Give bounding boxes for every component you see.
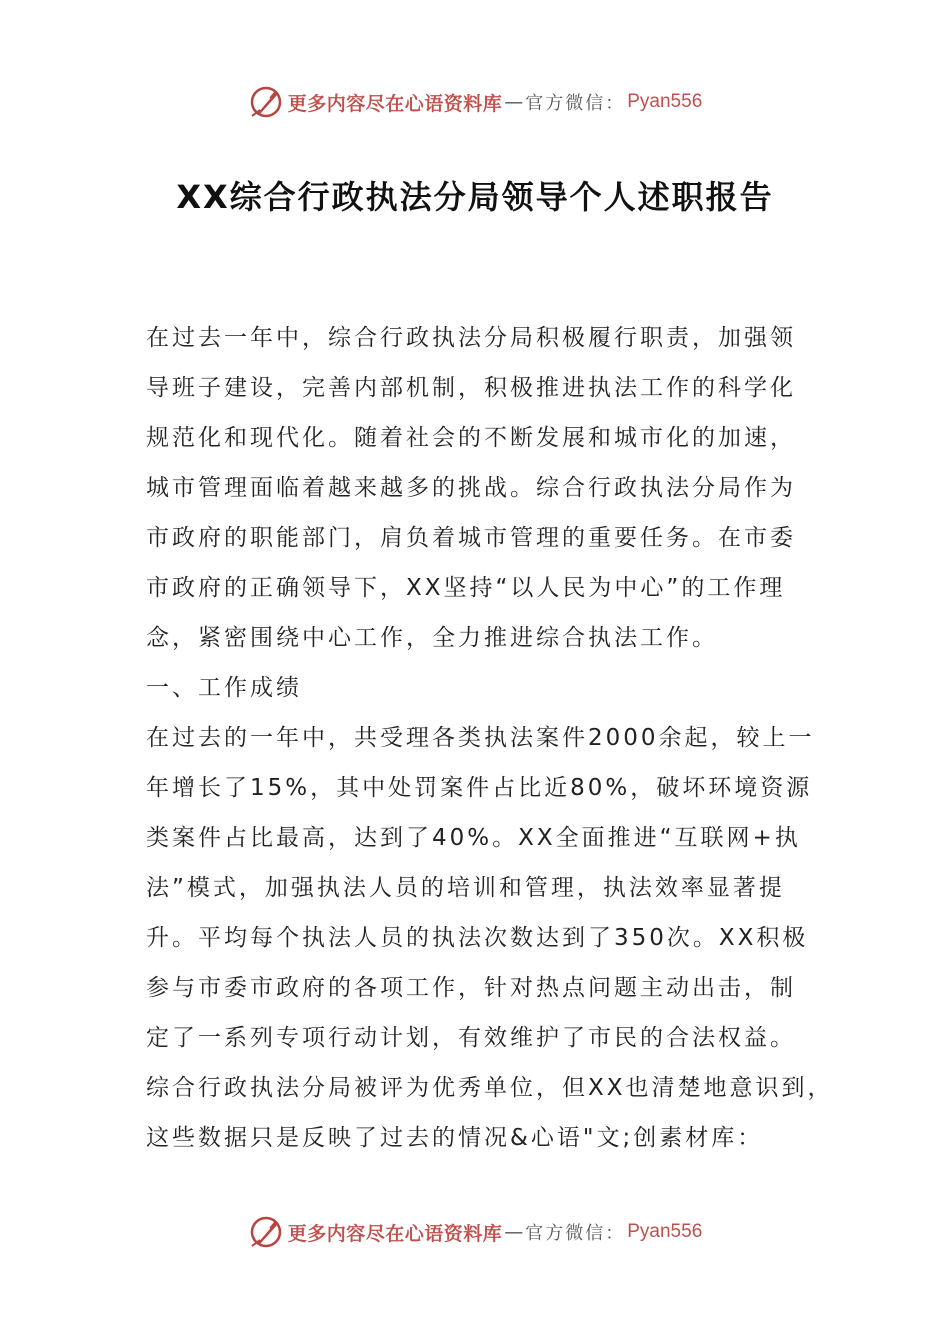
body-line: 年增长了15%，其中处罚案件占比近80%，破坏环境资源: [146, 775, 813, 801]
wechat-label: 官方微信：: [525, 93, 626, 114]
body-line: 这些数据只是反映了过去的情况&心语"文;创素材库：: [146, 1125, 764, 1151]
body-line: 在过去的一年中，共受理各类执法案件2000余起，较上一: [146, 725, 815, 751]
quill-pen-logo-icon: [248, 1214, 284, 1250]
wechat-id: Pyan556: [627, 1221, 703, 1242]
body-line: 导班子建设，完善内部机制，积极推进执法工作的科学化: [146, 375, 796, 401]
body-line: 参与市委市政府的各项工作，针对热点问题主动出击，制: [146, 975, 796, 1001]
promo-text: 更多内容尽在心语资料库: [287, 92, 503, 115]
body-line: 在过去一年中，综合行政执法分局积极履行职责，加强领: [146, 325, 796, 351]
body-line: 法”模式，加强执法人员的培训和管理，执法效率显著提: [146, 875, 785, 901]
header-banner: [0, 82, 950, 122]
section-heading: 一、工作成绩: [146, 675, 302, 701]
document-body: [146, 313, 834, 1163]
body-line: 念，紧密围绕中心工作，全力推进综合执法工作。: [146, 625, 718, 651]
body-line: 升。平均每个执法人员的执法次数达到了350次。XX积极: [146, 925, 809, 951]
document-title: XX综合行政执法分局领导个人述职报告: [176, 178, 774, 216]
body-line: 市政府的职能部门，肩负着城市管理的重要任务。在市委: [146, 525, 796, 551]
body-line: 城市管理面临着越来越多的挑战。综合行政执法分局作为: [146, 475, 796, 501]
body-line: 市政府的正确领导下，XX坚持“以人民为中心”的工作理: [146, 575, 786, 601]
body-line: 综合行政执法分局被评为优秀单位，但XX也清楚地意识到，: [146, 1075, 834, 1101]
body-line: 类案件占比最高，达到了40%。XX全面推进“互联网+执: [146, 825, 801, 851]
body-line: 定了一系列专项行动计划，有效维护了市民的合法权益。: [146, 1025, 796, 1051]
quill-pen-logo-icon: [248, 84, 284, 120]
wechat-label: 官方微信：: [525, 1223, 626, 1244]
wechat-id: Pyan556: [627, 91, 703, 112]
banner-separator: —: [504, 91, 524, 113]
footer-banner: [0, 1212, 950, 1252]
promo-text: 更多内容尽在心语资料库: [287, 1222, 503, 1245]
banner-separator: —: [504, 1221, 524, 1243]
body-line: 规范化和现代化。随着社会的不断发展和城市化的加速，: [146, 425, 796, 451]
